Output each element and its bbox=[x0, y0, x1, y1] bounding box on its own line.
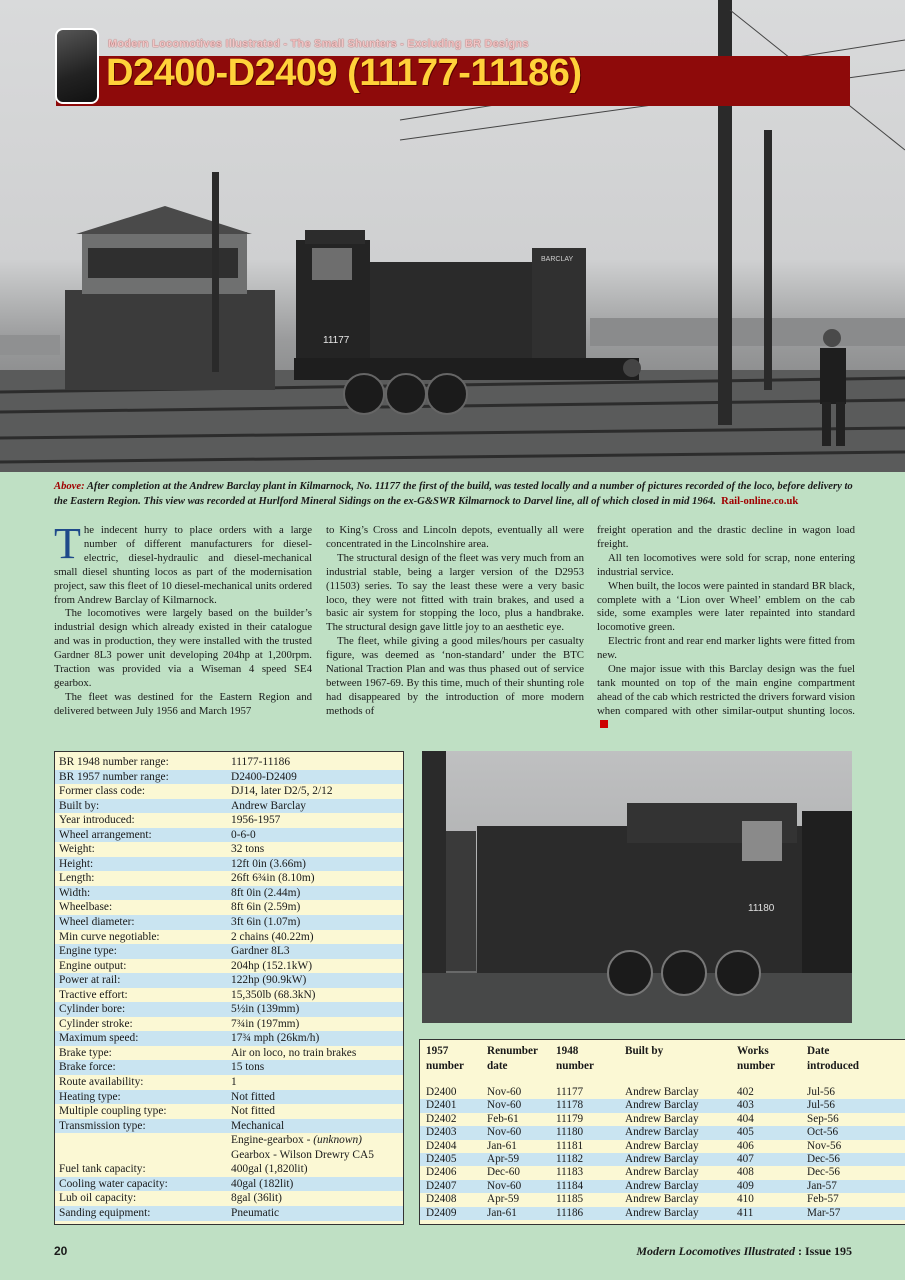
table-cell: Nov-60 bbox=[487, 1099, 522, 1112]
table-cell: 410 bbox=[737, 1193, 754, 1206]
spec-row bbox=[55, 1177, 403, 1192]
maker-plate-label: BARCLAY bbox=[541, 256, 574, 263]
article-paragraph: The fleet was destined for the Eastern Region and delivered between July 1956 and March 1957 bbox=[54, 690, 312, 717]
table-cell: Nov-56 bbox=[807, 1139, 842, 1152]
spec-value: 32 tons bbox=[231, 843, 265, 856]
spec-value: 8gal (36lit) bbox=[231, 1192, 282, 1205]
table-cell: Oct-56 bbox=[807, 1126, 839, 1139]
spec-value: 400gal (1,820lit) bbox=[231, 1163, 308, 1176]
table-cell: 11184 bbox=[556, 1179, 584, 1192]
fleet-table-header bbox=[420, 1040, 905, 1086]
magazine-title: Modern Locomotives Illustrated bbox=[636, 1244, 795, 1258]
spec-value: 15,350lb (68.3kN) bbox=[231, 988, 316, 1001]
table-cell: 411 bbox=[737, 1206, 754, 1219]
table-cell: Mar-57 bbox=[807, 1206, 841, 1219]
table-cell: Dec-60 bbox=[487, 1166, 520, 1179]
article-paragraph: All ten locomotives were sold for scrap, none entering industrial service. bbox=[597, 551, 855, 578]
caption-lead: Above: bbox=[54, 481, 85, 492]
table-row bbox=[420, 1153, 905, 1166]
table-cell: 403 bbox=[737, 1099, 754, 1112]
table-cell: D2401 bbox=[426, 1099, 457, 1112]
table-row bbox=[420, 1166, 905, 1179]
spec-value: 17¾ mph (26km/h) bbox=[231, 1032, 320, 1045]
column-header: 1948 number bbox=[556, 1045, 594, 1072]
spec-row bbox=[55, 930, 403, 945]
spec-value: D2400-D2409 bbox=[231, 770, 297, 783]
spec-row bbox=[55, 1119, 403, 1134]
article-paragraph: freight operation and the drastic decline in wagon load freight. bbox=[597, 524, 855, 550]
spec-label: Cooling water capacity: bbox=[59, 1177, 168, 1190]
table-cell: 11179 bbox=[556, 1112, 584, 1125]
spec-row bbox=[55, 1002, 403, 1017]
series-kicker: Modern Locomotives Illustrated - The Small Shunters - Excluding BR Designs bbox=[108, 38, 529, 50]
spec-label: BR 1948 number range: bbox=[59, 756, 169, 768]
spec-value: 40gal (182lit) bbox=[231, 1177, 294, 1190]
spec-row bbox=[55, 784, 403, 799]
spec-value: 11177-11186 bbox=[231, 756, 291, 768]
table-cell: Jan-61 bbox=[487, 1139, 517, 1152]
article-paragraph: When built, the locos were painted in standard BR black, complete with a ‘Lion over Wheel’ emblem on the cab side, some examples were later repainted into standard locomotive green. bbox=[597, 579, 855, 634]
spec-row bbox=[55, 900, 403, 915]
table-cell: 11182 bbox=[556, 1152, 584, 1165]
table-cell: Nov-60 bbox=[487, 1179, 522, 1192]
spec-row bbox=[55, 1191, 403, 1206]
table-cell: 408 bbox=[737, 1166, 754, 1179]
spec-value: DJ14, later D2/5, 2/12 bbox=[231, 785, 333, 798]
table-cell: Dec-56 bbox=[807, 1152, 840, 1165]
spec-row bbox=[55, 944, 403, 959]
table-cell: 11181 bbox=[556, 1139, 584, 1152]
table-cell: D2404 bbox=[426, 1139, 457, 1152]
spec-row bbox=[55, 1031, 403, 1046]
spec-value: 1 bbox=[231, 1076, 237, 1089]
column-header: Date introduced bbox=[807, 1045, 860, 1072]
spec-label: Power at rail: bbox=[59, 974, 121, 987]
spec-row bbox=[55, 857, 403, 872]
table-cell: Andrew Barclay bbox=[625, 1179, 699, 1192]
spec-row bbox=[55, 1075, 403, 1090]
spec-value: Andrew Barclay bbox=[231, 799, 306, 812]
spec-label: Year introduced: bbox=[59, 814, 135, 827]
spec-row bbox=[55, 1090, 403, 1105]
spec-row bbox=[55, 1162, 403, 1177]
spec-value: Mechanical bbox=[231, 1119, 285, 1132]
spec-row bbox=[55, 886, 403, 901]
spec-value: 0-6-0 bbox=[231, 828, 256, 841]
spec-row bbox=[55, 1104, 403, 1119]
table-cell: Andrew Barclay bbox=[625, 1126, 699, 1139]
table-cell: D2402 bbox=[426, 1112, 457, 1125]
table-cell: Andrew Barclay bbox=[625, 1206, 699, 1219]
spec-label: Brake type: bbox=[59, 1046, 112, 1059]
page-number: 20 bbox=[54, 1244, 68, 1258]
spec-row bbox=[55, 770, 403, 785]
spec-value: 26ft 6¾in (8.10m) bbox=[231, 872, 315, 885]
article-column-2 bbox=[326, 524, 584, 719]
column-header: Works number bbox=[737, 1045, 775, 1072]
table-cell: 11183 bbox=[556, 1166, 584, 1179]
article-paragraph: The fleet, while giving a good miles/hours per casualty figure, was deemed as ‘non-standard’ under the BTC National Traction Plan and was thus phased out of service between 1967-69. By this time, much of their shunting role had disappeared by the introduction of more modern methods of bbox=[326, 635, 584, 717]
spec-row bbox=[55, 988, 403, 1003]
drop-cap: T bbox=[54, 519, 81, 568]
spec-value: 7¾in (197mm) bbox=[231, 1017, 300, 1030]
spec-label: Engine type: bbox=[59, 945, 117, 958]
table-row bbox=[420, 1099, 905, 1112]
spec-label: Wheel diameter: bbox=[59, 916, 135, 929]
spec-row bbox=[55, 813, 403, 828]
spec-label: Transmission type: bbox=[59, 1119, 146, 1132]
spec-value: 15 tons bbox=[231, 1061, 265, 1074]
spec-label: Lub oil capacity: bbox=[59, 1192, 137, 1205]
table-cell: Feb-61 bbox=[487, 1112, 519, 1125]
table-cell: D2405 bbox=[426, 1152, 457, 1165]
spec-value: 8ft 6in (2.59m) bbox=[231, 901, 301, 914]
table-cell: Nov-60 bbox=[487, 1086, 522, 1098]
table-row bbox=[420, 1126, 905, 1139]
table-cell: Jul-56 bbox=[807, 1099, 835, 1112]
article-paragraph: Electric front and rear end marker lights were fitted from new. bbox=[597, 635, 855, 662]
spec-row bbox=[55, 755, 403, 770]
table-cell: Andrew Barclay bbox=[625, 1152, 699, 1165]
spec-value: 8ft 0in (2.44m) bbox=[231, 886, 301, 899]
spec-label: Cylinder bore: bbox=[59, 1003, 126, 1016]
table-cell: D2407 bbox=[426, 1179, 457, 1192]
table-cell: Andrew Barclay bbox=[625, 1086, 699, 1098]
page-title: D2400-D2409 (11177-11186) bbox=[106, 52, 582, 94]
caption-text: After completion at the Andrew Barclay plant in Kilmarnock, No. 11177 the first of the build, was tested locally and a number of pictures recorded of the loco, before delivery to the Eastern Region. This view was recorded at Hurlford Mineral Sidings on the ex-G&SWR Kilmarnock to Darvel line, all of which closed in mid 1964. bbox=[54, 481, 853, 507]
spec-label: BR 1957 number range: bbox=[59, 770, 169, 783]
spec-value: 3ft 6in (1.07m) bbox=[231, 916, 301, 929]
spec-row bbox=[55, 959, 403, 974]
specification-table bbox=[54, 751, 404, 1225]
spec-label: Wheel arrangement: bbox=[59, 828, 152, 841]
spec-row bbox=[55, 1046, 403, 1061]
column-header: 1957 number bbox=[426, 1045, 464, 1072]
table-cell: D2409 bbox=[426, 1206, 457, 1219]
table-cell: Jul-56 bbox=[807, 1086, 835, 1098]
spec-value: Not fitted bbox=[231, 1105, 275, 1118]
spec-row bbox=[55, 1206, 403, 1221]
table-cell: 11180 bbox=[556, 1126, 584, 1139]
spec-value: 2 chains (40.22m) bbox=[231, 930, 314, 943]
spec-label: Tractive effort: bbox=[59, 988, 128, 1001]
spec-value-continued: Gearbox - Wilson Drewry CA5 bbox=[231, 1148, 374, 1161]
table-row bbox=[420, 1207, 905, 1220]
spec-row bbox=[55, 871, 403, 886]
spec-value: Air on loco, no train brakes bbox=[231, 1046, 357, 1059]
table-cell: Jan-61 bbox=[487, 1206, 517, 1219]
spec-label: Length: bbox=[59, 872, 95, 885]
spec-row bbox=[55, 915, 403, 930]
table-row bbox=[420, 1180, 905, 1193]
spec-value: Not fitted bbox=[231, 1090, 275, 1103]
spec-label: Route availability: bbox=[59, 1076, 144, 1089]
table-cell: Sep-56 bbox=[807, 1112, 839, 1125]
table-cell: Apr-59 bbox=[487, 1152, 520, 1165]
article-paragraph: The indecent hurry to place orders with a large number of different manufacturers for diesel-electric, diesel-hydraulic and diesel-mechanical small diesel shunting locos as part of the modernisation project, saw this fleet of 10 diesel-mechanical units ordered from Andrew Barclay of Kilmarnock. bbox=[54, 519, 312, 606]
spec-row bbox=[55, 1017, 403, 1032]
column-header: Built by bbox=[625, 1045, 664, 1057]
spec-value: 12ft 0in (3.66m) bbox=[231, 857, 306, 870]
spec-value: Pneumatic bbox=[231, 1206, 280, 1219]
table-cell: 405 bbox=[737, 1126, 754, 1139]
table-cell: Feb-57 bbox=[807, 1193, 839, 1206]
spec-label: Engine output: bbox=[59, 959, 127, 972]
table-cell: Dec-56 bbox=[807, 1166, 840, 1179]
spec-value: 204hp (152.1kW) bbox=[231, 959, 312, 972]
spec-row bbox=[55, 973, 403, 988]
spec-label: Fuel tank capacity: bbox=[59, 1163, 146, 1176]
table-cell: 11185 bbox=[556, 1193, 584, 1206]
spec-value: 5½in (139mm) bbox=[231, 1003, 300, 1016]
article-paragraph: The structural design of the fleet was very much from an industrial stable, being a larger version of the D2953 (11503) series. To say the least these were a very basic loco, they were not fitted with train brakes, and used a basic air system for stopping the loco, plus a handbrake. The structural design gave little joy to an aesthetic eye. bbox=[326, 551, 584, 634]
article-paragraph: The locomotives were largely based on the builder’s industrial design which already existed in their catalogue and was in production, they were installed with the trusted Gardner 8L3 power unit developing 204hp at 1,200rpm. Traction was provided via a Wiseman 4 speed SE4 gearbox. bbox=[54, 607, 312, 689]
spec-label: Width: bbox=[59, 886, 91, 899]
spec-value: 1956-1957 bbox=[231, 814, 281, 827]
spec-label: Min curve negotiable: bbox=[59, 930, 160, 943]
table-row bbox=[420, 1140, 905, 1153]
table-cell: 402 bbox=[737, 1086, 754, 1098]
table-row bbox=[420, 1113, 905, 1126]
table-cell: Andrew Barclay bbox=[625, 1099, 699, 1112]
spec-label: Former class code: bbox=[59, 785, 146, 798]
article-column-3 bbox=[597, 524, 855, 733]
table-cell: Andrew Barclay bbox=[625, 1112, 699, 1125]
spec-label: Multiple coupling type: bbox=[59, 1105, 167, 1118]
series-thumbnail bbox=[55, 28, 99, 104]
loco-number-label-2: 11180 bbox=[748, 903, 775, 914]
issue-number: : Issue 195 bbox=[794, 1244, 852, 1258]
table-cell: 11186 bbox=[556, 1206, 584, 1219]
table-row bbox=[420, 1193, 905, 1206]
spec-label: Built by: bbox=[59, 799, 100, 812]
table-row bbox=[420, 1086, 905, 1099]
table-cell: 409 bbox=[737, 1179, 754, 1192]
spec-row bbox=[55, 799, 403, 814]
spec-label: Cylinder stroke: bbox=[59, 1017, 133, 1030]
end-mark-icon bbox=[600, 720, 608, 728]
table-cell: Jan-57 bbox=[807, 1179, 837, 1192]
spec-value-continued: Engine-gearbox - (unknown) bbox=[231, 1134, 362, 1147]
loco-number-label: 11177 bbox=[323, 335, 350, 346]
spec-value: 122hp (90.9kW) bbox=[231, 974, 307, 987]
spec-label: Maximum speed: bbox=[59, 1032, 139, 1045]
article-paragraph: One major issue with this Barclay design was the fuel tank mounted on top of the main engine compartment ahead of the cab which restricted the drivers forward vision when compared with other similar-output shunting locos. bbox=[597, 663, 855, 733]
second-photo bbox=[422, 751, 852, 1023]
table-cell: 404 bbox=[737, 1112, 754, 1125]
table-cell: Andrew Barclay bbox=[625, 1139, 699, 1152]
spec-label: Wheelbase: bbox=[59, 901, 113, 914]
photo-credit-link[interactable]: Rail-online.co.uk bbox=[721, 496, 799, 507]
table-cell: Andrew Barclay bbox=[625, 1193, 699, 1206]
spec-label: Height: bbox=[59, 857, 94, 870]
table-cell: D2408 bbox=[426, 1193, 457, 1206]
table-cell: Apr-59 bbox=[487, 1193, 520, 1206]
spec-row bbox=[55, 1060, 403, 1075]
magazine-footer bbox=[636, 1244, 852, 1259]
article-paragraph: to King’s Cross and Lincoln depots, eventually all were concentrated in the Lincolnshire area. bbox=[326, 524, 584, 550]
table-cell: Nov-60 bbox=[487, 1126, 522, 1139]
table-cell: D2403 bbox=[426, 1126, 457, 1139]
spec-row bbox=[55, 842, 403, 857]
article-column-1 bbox=[54, 519, 312, 719]
second-photo-illustration bbox=[422, 751, 852, 1023]
spec-row bbox=[55, 828, 403, 843]
spec-label: Sanding equipment: bbox=[59, 1206, 151, 1219]
column-header: Renumber date bbox=[487, 1045, 538, 1072]
table-cell: 11177 bbox=[556, 1086, 584, 1098]
spec-label: Brake force: bbox=[59, 1061, 116, 1074]
table-cell: D2400 bbox=[426, 1086, 457, 1098]
table-cell: 11178 bbox=[556, 1099, 584, 1112]
table-cell: 407 bbox=[737, 1152, 754, 1165]
spec-label: Weight: bbox=[59, 843, 95, 856]
table-cell: D2406 bbox=[426, 1166, 457, 1179]
fleet-table bbox=[419, 1039, 905, 1225]
table-cell: 406 bbox=[737, 1139, 754, 1152]
table-cell: Andrew Barclay bbox=[625, 1166, 699, 1179]
spec-label: Heating type: bbox=[59, 1090, 121, 1103]
spec-value: Gardner 8L3 bbox=[231, 945, 290, 958]
photo-caption bbox=[54, 479, 854, 509]
